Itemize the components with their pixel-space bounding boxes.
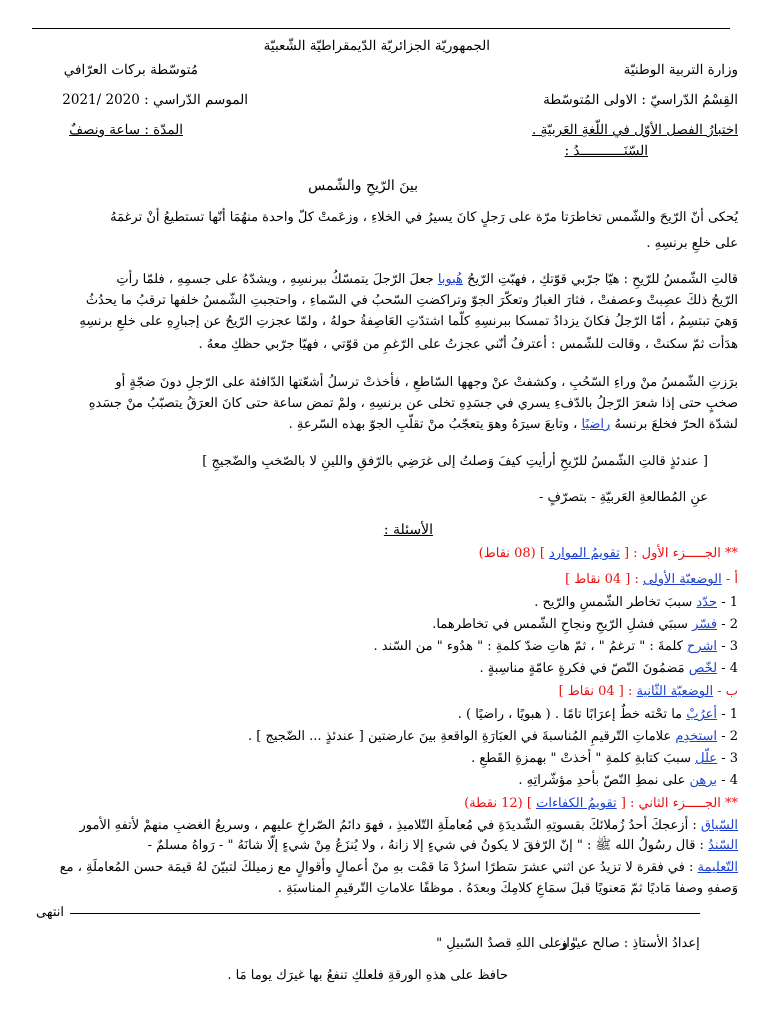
end-rule-left (70, 913, 700, 914)
support-label: السّندُ (708, 838, 738, 853)
text-label: السّنَـــــــــــدُ : (564, 143, 648, 159)
story-line: على خلعِ برنسِهِ . (646, 236, 738, 251)
question-item (471, 751, 738, 767)
story-source: عنِ المُطالعةِ العَربيّةِ - بتصرّفٍ - (538, 490, 708, 505)
situation2-heading (559, 684, 738, 700)
context-line (80, 818, 739, 834)
question-item (480, 661, 738, 677)
story-line (289, 417, 738, 433)
question-number: 1 - (721, 595, 738, 610)
class-level: القِسْمُ الدّراسيّ : الاولى المُتوسّطة (543, 92, 738, 108)
part2-post: ] (12 نقطة) (464, 796, 532, 811)
story-line: وَهيَ تبتسِمُ ، أمّا الرّجلُ فكانَ يزدادُ تمسكا ببرنسِهِ كلّما اشتدّتِ العَاصِفةُ حولهُ ، ولمّا عجزتِ الرّيحُ عن إجبارِهِ على خلعِ برنسِهِ (79, 314, 738, 329)
school-name: مُتوسّطة بركات العرّافي (63, 62, 198, 78)
questions-heading: الأسئلة : (383, 522, 433, 538)
story-text: جعلَ الرّجلَ يتمسّكُ ببرنسِهِ ، ويشدّهُ على جسمِهِ ، فلمّا رأتِ (116, 272, 434, 287)
support-line (148, 838, 738, 854)
question-number: 2 - (721, 729, 738, 744)
question-text: مَضمُونَ النّصّ في فكرةٍ عامّةٍ مناسِبةٍ . (479, 661, 685, 676)
story-line: برَزتِ الشّمسُ منْ وراءِ السّحُبِ ، وكشفتْ عنْ وجهها السّاطعِ ، فأخذتْ ترسلُ أشعّتها الدّافئة على الرّجلِ دونَ ضجّةٍ أو (115, 375, 738, 390)
sit1-post: : [ 04 نقاط ] (565, 572, 639, 587)
part2-pre: ** الجـــــزء الثاني : [ (620, 796, 738, 811)
exam-duration: المدّة : ساعة ونصفٌ (69, 122, 183, 138)
question-text: ما تحْته خطٌ إعرَابًا تامًا . ( هبويًا ، راضيًا ) . (457, 707, 683, 722)
sit2-link: الوضعيّة الثّانية (636, 684, 714, 699)
question-text: على نمطِ النّصّ بأحدِ مؤشّراتِهِ . (518, 773, 686, 788)
exam-title: اختبارُ الفصل الأوّل في اللّغةِ العَربيّةِ . (531, 122, 738, 138)
question-text: علاماتِ التّرقيمِ المُناسبةَ في العبَارَةِ الواقعةِ بينَ عارضتين [ عندئذٍ ... الضّجيج ] . (247, 729, 672, 744)
sit1-link: الوضعيّة الأولى (642, 572, 722, 587)
part1-post: ] (08 نقاط) (478, 546, 545, 561)
story-title: بينَ الرّيحِ والشّمس (308, 178, 418, 194)
end-label: انتهى (32, 905, 68, 921)
question-verb: اشرح (686, 639, 718, 654)
story-text: لشدّة الحرّ فخلعَ برنسهُ (614, 417, 738, 432)
instruction-line (60, 860, 738, 876)
situation1-heading (565, 572, 738, 588)
part1-link: تقويمُ الموارد (549, 546, 620, 561)
story-line: يُحكى أنّ الرّيحَ والشّمس تخاطرَتا مرّة على رَجلٍ كانَ يسيرُ في الخلاءِ ، وزعَمتْ كلّ واحدة منهُمَا أنّها تستطيعُ أنْ ترغمَهُ (110, 210, 738, 225)
sit2-pre: ب - (717, 684, 738, 699)
question-verb: برهن (689, 773, 718, 788)
question-verb: حدّد (696, 595, 718, 610)
question-text: سببَي فشلِ الرّيحِ ونجاحِ الشّمس في تخاطرهما. (432, 617, 688, 632)
part2-link: تقويمُ الكفاءات (536, 796, 617, 811)
question-number: 4 - (721, 661, 738, 676)
question-verb: أعرُبْ (686, 707, 718, 722)
question-number: 3 - (721, 639, 738, 654)
story-line: صخبٍ حتى إذا شعرَ الرّجلُ بالدّفءِ يسري في جسَدِهِ تخلى عن برنسِهِ ، ولمْ تمض ساعة حتى كانَ العرَقُ يتصبّبُ منْ جسَدهِ (88, 396, 738, 411)
question-number: 3 - (721, 751, 738, 766)
question-text: سببَ تخاطر الشّمسِ والرّيح . (534, 595, 693, 610)
part1-pre: ** الجـــــزء الأول : [ (623, 546, 738, 561)
sit1-pre: أ - (725, 572, 738, 587)
context-text: : أزعجكَ أحدُ زُملائكَ بقسوتِهِ الشّديدَةِ في مُعاملَةِ التّلاميذِ ، فهوَ دائمُ الصّراخِ عليهم ، وسريعُ الغضبِ منهمْ لأتفهِ الأمور (79, 818, 697, 833)
instruction-label: التّعليمة (697, 860, 738, 875)
footer-note: حافظ على هذهِ الورقةِ فلعلكِ تنفعُ بها غيرَك يوما مَا . (227, 968, 508, 983)
question-number: 4 - (721, 773, 738, 788)
story-text: ، وتابعَ سيرَهُ وهوَ يتعجّبُ منْ تقلّبِ الجوّ بهذه السّرعةِ . (288, 417, 578, 432)
top-rule (32, 28, 730, 29)
school-season: الموسم الدّراسي : 2020 /2021 (62, 92, 248, 108)
question-text: كلمةَ : " ترغمُ " ، ثمّ هاتِ ضدّ كلمةِ : " هدُوء " من السّند . (373, 639, 683, 654)
question-number: 2 - (721, 617, 738, 632)
support-text: : قال رسُولُ الله ﷺ : " إنّ الرّفقَ لا يكونُ في شيءٍ إلا زانهُ ، ولا يُنزَعُ مِنْ شيءٍ إلّا شانَهُ " - رَواهُ مسلمٌ - (147, 838, 704, 853)
sit2-post: : [ 04 نقاط ] (558, 684, 633, 699)
question-item (432, 617, 738, 633)
story-line: الرّيحُ ذلكَ عصِبتْ وعصفتْ ، فثارَ الغبارُ وتعكّرَ الجوّ وتراكضتِ السّحبُ في السّماءِ ، واحتجبتِ الشّمسُ خلفها ترقبُ ما يحدُثُ (85, 293, 738, 308)
context-label: السّياق (700, 818, 738, 833)
instruction-line: وَصفهِ وصفا مَاديًا ثمّ مَعنويًا قبلَ سمَاعِ كلامِكَ وبعدَهُ . موظفًا علاماتِ التّرقيمِ المناسبَةِ . (277, 881, 738, 896)
teacher-name: إعدادُ الأستاذِ : صالح عيواز (560, 936, 700, 951)
question-item (458, 707, 738, 723)
question-verb: لخّص (688, 661, 718, 676)
question-item (248, 729, 738, 745)
part1-heading (479, 546, 738, 562)
story-text: قالتِ الشّمسُ للرّيحِ : هيّا جرّبي قوّتكِ ، فهبّتِ الرّيحُ (467, 272, 738, 287)
question-item (534, 595, 738, 611)
part2-heading (464, 796, 738, 812)
farewell: " وعلى اللهِ قصدُ السّبيلِ " (436, 936, 578, 951)
question-number: 1 - (721, 707, 738, 722)
question-verb: علّل (695, 751, 718, 766)
question-item (518, 773, 738, 789)
republic-title: الجمهوريّة الجزائريّة الدّيمقراطيّة الشّعبيّة (263, 38, 490, 54)
question-item (373, 639, 738, 655)
ministry-name: وزارة التربية الوطنيّة (623, 62, 738, 78)
question-text: سببَ كتابةِ كلمةِ " أخذتْ " بهمزةِ القَطعِ . (471, 751, 691, 766)
underlined-word-radiyan: راضيًا (581, 417, 611, 432)
question-verb: استخدِم (675, 729, 718, 744)
underlined-word-huboob: هُبوبا (437, 272, 463, 287)
story-line (116, 272, 738, 288)
instruction-text: : في فقرة لا تزيدُ عن اثني عشرَ سَطرًا اسرُدْ مَا قمْت بهِ منْ أعمالٍ وأقوالٍ مع زميلكَ لتبيّنَ لهُ قيمَة حسن المُعاملَةِ ، مع (59, 860, 694, 875)
story-line: هدَأت ثمّ سكنتْ ، وقالت للشّمس : أعترفُ أنّني عجزتُ على الرّغمِ من قوّتي ، فهيّا جرّبي حظكِ معهُ . (198, 337, 738, 352)
question-verb: فسّر (692, 617, 718, 632)
story-quote: [ عندئذٍ قالتِ الشّمسُ للرّيحِ أرأيتِ كيفَ وَصلتُ إلى غرَضِي بالرّفقِ واللينِ لا بالصّخبِ والضّجيجِ ] (202, 454, 708, 469)
